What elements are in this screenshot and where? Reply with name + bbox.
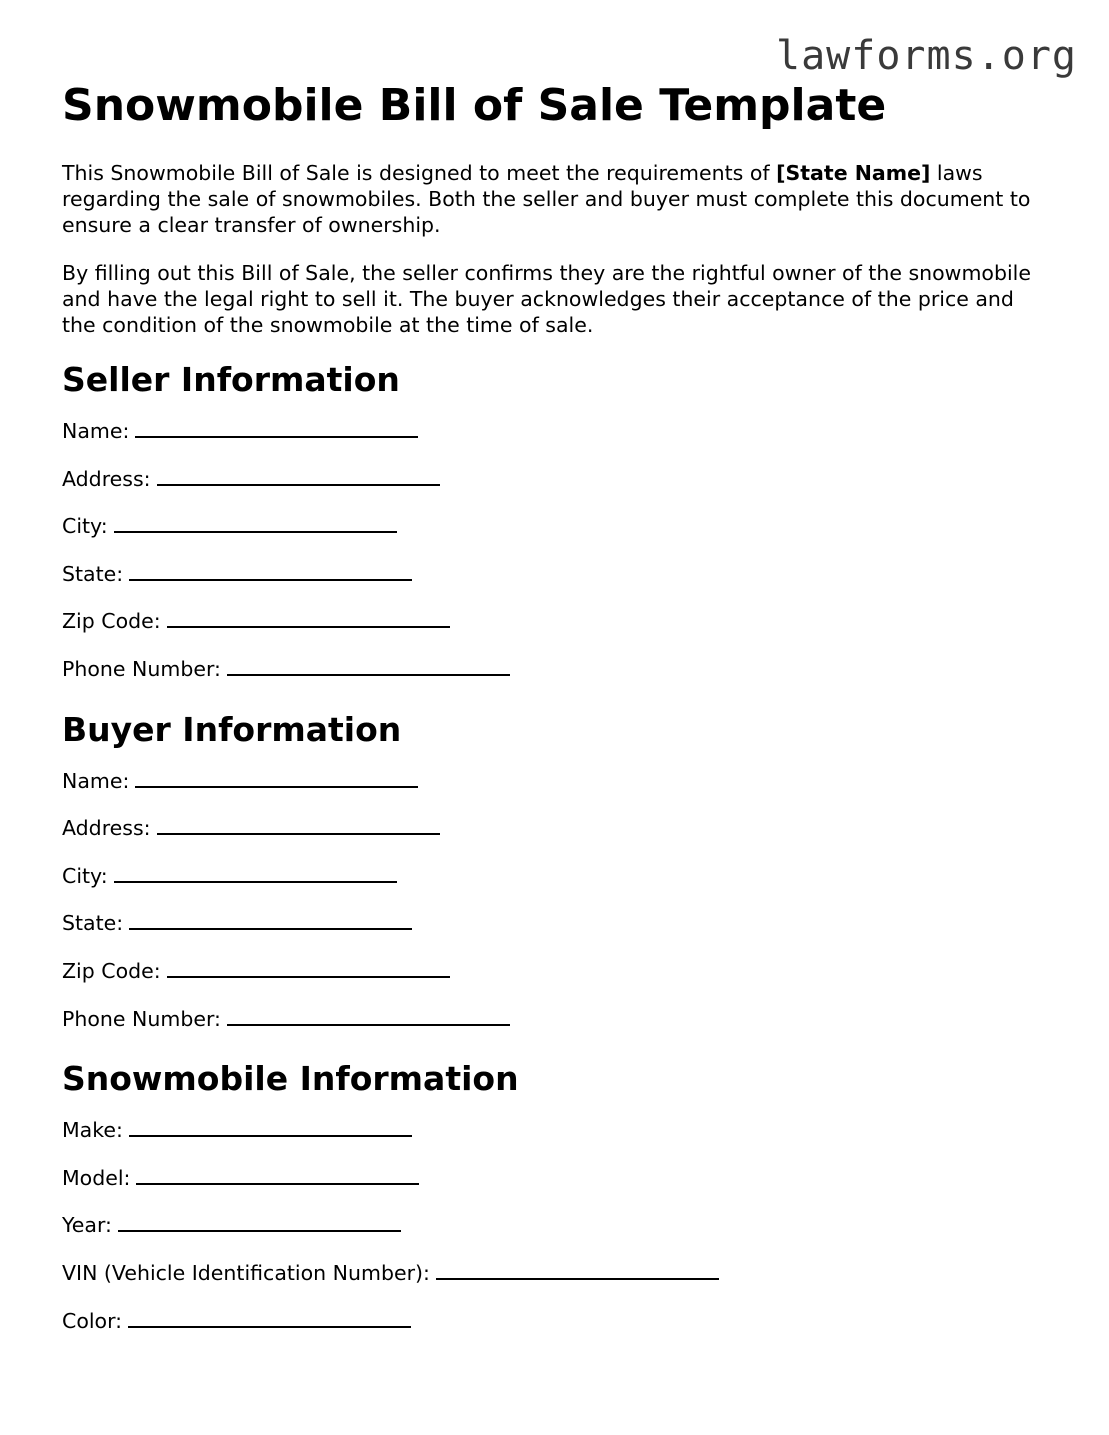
field-label: Year: xyxy=(62,1213,112,1238)
seller-heading: Seller Information xyxy=(62,360,400,399)
buyer-phone-field xyxy=(62,1006,1052,1054)
buyer-name-blank[interactable] xyxy=(135,768,418,788)
field-label: City: xyxy=(62,514,108,539)
field-label: Name: xyxy=(62,768,130,793)
buyer-phone-blank[interactable] xyxy=(227,1006,510,1026)
buyer-state-blank[interactable] xyxy=(129,910,412,930)
snowmobile-color-field xyxy=(62,1308,1052,1356)
snowmobile-year-field xyxy=(62,1212,1052,1260)
field-label: Model: xyxy=(62,1165,131,1190)
field-label: Zip Code: xyxy=(62,609,161,634)
snowmobile-year-blank[interactable] xyxy=(118,1212,401,1232)
field-label: City: xyxy=(62,863,108,888)
buyer-address-field xyxy=(62,815,1052,863)
seller-state-field xyxy=(62,561,1052,609)
buyer-section xyxy=(62,710,1052,1054)
field-label: Color: xyxy=(62,1308,123,1333)
field-label: State: xyxy=(62,561,124,586)
snowmobile-make-field xyxy=(62,1117,1052,1165)
seller-zip-field xyxy=(62,608,1052,656)
buyer-state-field xyxy=(62,910,1052,958)
snowmobile-section xyxy=(62,1059,1052,1355)
snowmobile-make-blank[interactable] xyxy=(129,1117,412,1137)
field-label: Address: xyxy=(62,466,151,491)
field-label: Address: xyxy=(62,816,151,841)
buyer-zip-blank[interactable] xyxy=(167,958,450,978)
field-label: Zip Code: xyxy=(62,958,161,983)
seller-address-field xyxy=(62,466,1052,514)
seller-city-field xyxy=(62,513,1052,561)
seller-city-blank[interactable] xyxy=(114,513,397,533)
field-label: State: xyxy=(62,911,124,936)
snowmobile-model-field xyxy=(62,1165,1052,1213)
field-label: VIN (Vehicle Identification Number): xyxy=(62,1260,430,1285)
field-label: Phone Number: xyxy=(62,1006,221,1031)
intro-paragraph-2: By filling out this Bill of Sale, the seller confirms they are the rightful owner of the snowmobile and have the legal right to sell it. The buyer acknowledges their acceptance of the price and the condition of the snowmobile at the time of sale. xyxy=(62,261,1031,337)
seller-section xyxy=(62,360,1052,704)
site-watermark: lawforms.org xyxy=(776,33,1077,79)
snowmobile-vin-field xyxy=(62,1260,1052,1308)
seller-state-blank[interactable] xyxy=(129,561,412,581)
snowmobile-model-blank[interactable] xyxy=(136,1165,419,1185)
snowmobile-heading: Snowmobile Information xyxy=(62,1059,519,1099)
page-title: Snowmobile Bill of Sale Template xyxy=(62,80,887,131)
intro-text-end: laws regarding the sale of snowmobiles. Both the seller and buyer must complete this document to ensure a clear transfer of ownership. xyxy=(62,161,1031,237)
state-name-placeholder: [State Name] xyxy=(776,161,931,185)
snowmobile-color-blank[interactable] xyxy=(128,1308,411,1328)
buyer-name-field xyxy=(62,768,1052,816)
field-label: Make: xyxy=(62,1118,123,1143)
field-label: Name: xyxy=(62,419,130,443)
intro-text-start: This Snowmobile Bill of Sale is designed to meet the requirements of xyxy=(62,161,777,185)
document-page xyxy=(62,80,1052,1355)
seller-address-blank[interactable] xyxy=(157,466,440,486)
buyer-zip-field xyxy=(62,958,1052,1006)
seller-name-blank[interactable] xyxy=(135,418,418,438)
snowmobile-vin-blank[interactable] xyxy=(436,1260,719,1280)
buyer-city-blank[interactable] xyxy=(114,863,397,883)
seller-phone-field xyxy=(62,656,1052,704)
seller-name-field xyxy=(62,418,1052,466)
field-label: Phone Number: xyxy=(62,656,221,681)
intro-paragraph-1 xyxy=(62,160,1052,238)
seller-zip-blank[interactable] xyxy=(167,608,450,628)
buyer-heading: Buyer Information xyxy=(62,709,402,749)
buyer-address-blank[interactable] xyxy=(157,815,440,835)
seller-phone-blank[interactable] xyxy=(227,656,510,676)
buyer-city-field xyxy=(62,863,1052,911)
